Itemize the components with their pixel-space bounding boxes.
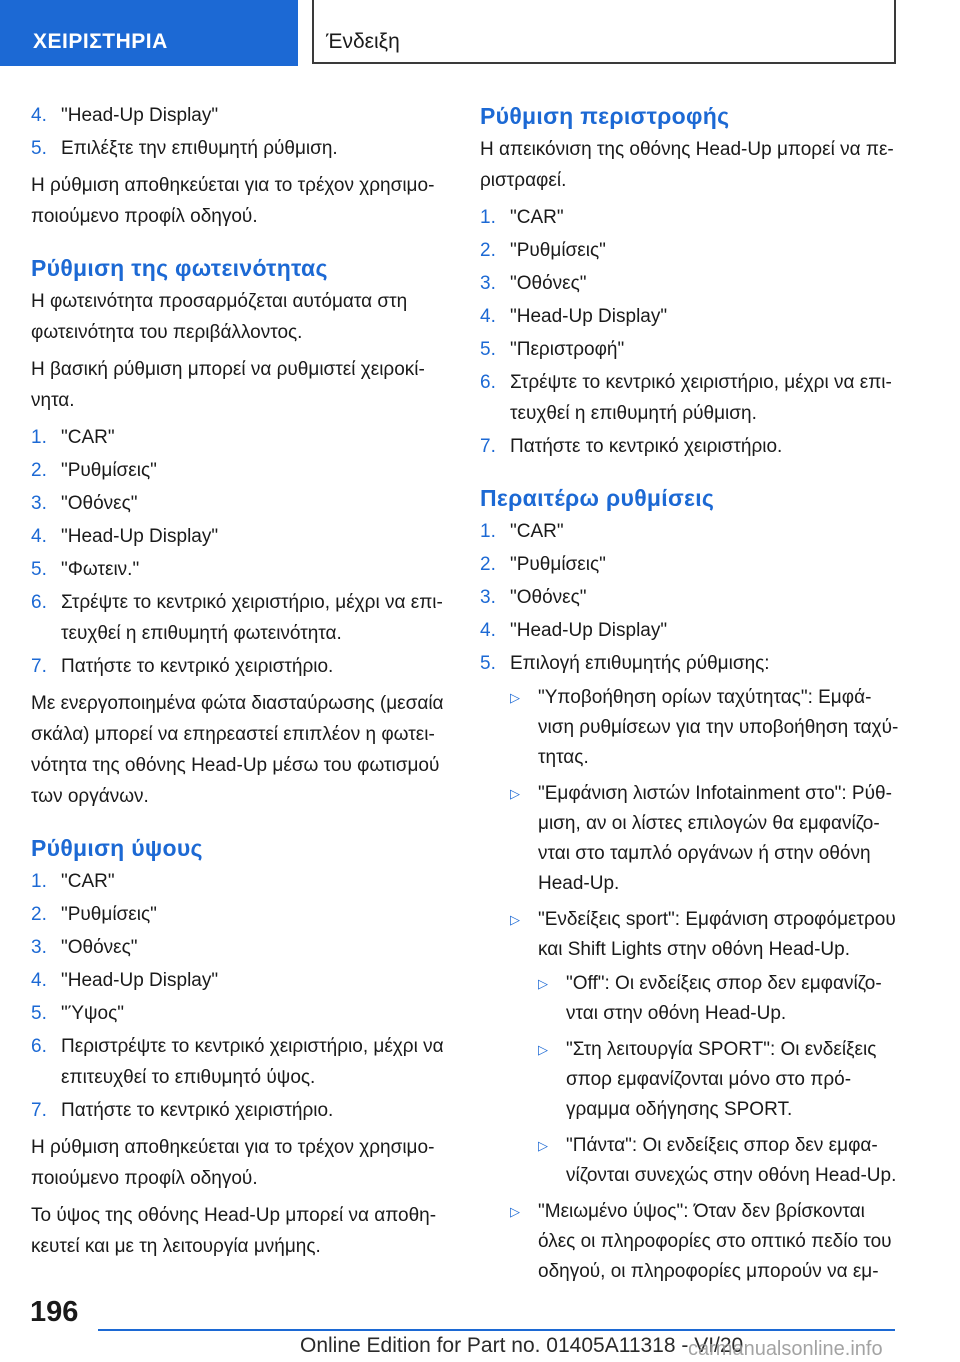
bullet-item	[510, 905, 900, 1191]
right-column	[480, 100, 900, 1293]
step-text: Περιστρέψτε το κεντρικό χειριστήριο, μέχρι να επιτευχθεί το επιθυμητό ύψος.	[61, 1036, 444, 1088]
step-number: 2.	[480, 240, 496, 261]
step-text: Πατήστε το κεντρικό χειριστήριο.	[61, 656, 334, 677]
step-text: Στρέψτε το κεντρικό χειριστήριο, μέχρι να επιτευχθεί η επιθυμητή φωτεινότητα.	[61, 592, 443, 644]
triangle-bullet-icon: ▷	[538, 976, 548, 991]
step-text: "Ύψος"	[61, 1003, 125, 1024]
list-item	[480, 235, 900, 266]
step-number: 7.	[31, 656, 47, 677]
step-text: "Ρυθμίσεις"	[510, 240, 606, 261]
step-number: 3.	[480, 273, 496, 294]
height-heading: Ρύθμιση ύψους	[31, 835, 203, 861]
rotation-text: Η απεικόνιση της οθόνης Head-Up μπορεί να περιστραφεί.	[480, 139, 894, 191]
step-text: "Head-Up Display"	[61, 970, 219, 991]
height-text-1: Η ρύθμιση αποθηκεύεται για το τρέχον χρησιμοποιούμενο προφίλ οδηγού.	[31, 1137, 435, 1189]
list-item	[31, 100, 451, 131]
sub-bullet-item	[538, 1131, 900, 1191]
brightness-text-2: Η βασική ρύθμιση μπορεί να ρυθμιστεί χειροκίνητα.	[31, 359, 425, 411]
step-text: "Οθόνες"	[510, 587, 587, 608]
step-text: "Ρυθμίσεις"	[61, 460, 157, 481]
brightness-text-1: Η φωτεινότητα προσαρμόζεται αυτόματα στη φωτεινότητα του περιβάλλοντος.	[31, 291, 408, 343]
step-number: 6.	[31, 1036, 47, 1057]
list-item	[480, 648, 900, 1287]
list-item	[31, 554, 451, 585]
step-text: "CAR"	[510, 521, 564, 542]
list-item	[480, 516, 900, 547]
step-number: 1.	[31, 871, 47, 892]
step-number: 5.	[480, 653, 496, 674]
list-item	[480, 202, 900, 233]
sub-bullet-item	[538, 1035, 900, 1125]
step-text: Πατήστε το κεντρικό χειριστήριο.	[510, 436, 783, 457]
triangle-bullet-icon: ▷	[510, 690, 520, 705]
step-text: Επιλέξτε την επιθυμητή ρύθμιση.	[61, 138, 338, 159]
list-item	[31, 587, 451, 649]
step-text: "Οθόνες"	[61, 493, 138, 514]
step-number: 5.	[31, 1003, 47, 1024]
footer-divider	[98, 1329, 895, 1331]
list-item	[31, 651, 451, 682]
page-header	[0, 0, 960, 66]
brightness-steps-list	[31, 422, 451, 682]
triangle-bullet-icon: ▷	[510, 1204, 520, 1219]
bullet-text: "Μειωμένο ύψος": Όταν δεν βρίσκονται όλες οι πληροφορίες στο οπτικό πεδίο του οδηγού, οι πληροφορίες μπορούν να εμ-	[538, 1201, 892, 1282]
list-item	[31, 133, 451, 164]
list-item	[31, 422, 451, 453]
page-number: 196	[30, 1296, 79, 1328]
bullet-text: "Υποβοήθηση ορίων ταχύτητας": Εμφάνιση ρυθμίσεων για την υποβοήθηση ταχύτητας.	[538, 687, 899, 768]
step-text: "Φωτειν."	[61, 559, 140, 580]
step-text: "Ρυθμίσεις"	[510, 554, 606, 575]
list-item	[31, 1031, 451, 1093]
step-number: 7.	[480, 436, 496, 457]
list-item	[480, 615, 900, 646]
step-number: 4.	[31, 526, 47, 547]
chapter-tab: ΧΕΙΡΙΣΤΗΡΙΑ	[0, 0, 298, 66]
step-number: 5.	[480, 339, 496, 360]
more-settings-heading: Περαιτέρω ρυθμίσεις	[480, 485, 715, 511]
edition-text: Online Edition for Part no. 01405A11318 - VI/20	[300, 1334, 744, 1357]
step-number: 4.	[31, 105, 47, 126]
step-text: "Head-Up Display"	[510, 306, 668, 327]
profile-note: Η ρύθμιση αποθηκεύεται για το τρέχον χρησιμοποιούμενο προφίλ οδηγού.	[31, 175, 435, 227]
list-item	[31, 866, 451, 897]
list-item	[31, 965, 451, 996]
step-text: "Head-Up Display"	[510, 620, 668, 641]
step-number: 1.	[31, 427, 47, 448]
list-item	[31, 998, 451, 1029]
step-text: "Head-Up Display"	[61, 105, 219, 126]
bullet-text: "Off": Οι ενδείξεις σπορ δεν εμφανίζονται στην οθόνη Head-Up.	[566, 973, 882, 1024]
step-number: 1.	[480, 521, 496, 542]
step-number: 3.	[31, 937, 47, 958]
bullet-item	[510, 779, 900, 899]
bullet-text: "Εμφάνιση λιστών Infotainment στο": Ρύθμιση, αν οι λίστες επιλογών θα εμφανίζονται στο ταμπλό οργάνων ή στην οθόνη Head-Up.	[538, 783, 892, 894]
list-item	[480, 431, 900, 462]
step-text: "Head-Up Display"	[61, 526, 219, 547]
step-number: 2.	[31, 460, 47, 481]
step-number: 7.	[31, 1100, 47, 1121]
step-text: Στρέψτε το κεντρικό χειριστήριο, μέχρι να επιτευχθεί η επιθυμητή ρύθμιση.	[510, 372, 892, 424]
watermark: carmanualsonline.info	[688, 1338, 883, 1360]
bullet-text: "Στη λειτουργία SPORT": Οι ενδείξεις σπορ εμφανίζονται μόνο στο πρόγραμμα οδήγησης SPORT.	[566, 1039, 877, 1120]
list-item	[31, 455, 451, 486]
triangle-bullet-icon: ▷	[510, 786, 520, 801]
step-number: 4.	[480, 620, 496, 641]
triangle-bullet-icon: ▷	[510, 912, 520, 927]
step-number: 6.	[480, 372, 496, 393]
list-item	[480, 334, 900, 365]
step-text: Επιλογή επιθυμητής ρύθμισης:	[510, 653, 770, 674]
options-bullet-list	[510, 683, 900, 1287]
step-number: 3.	[480, 587, 496, 608]
rotation-heading: Ρύθμιση περιστροφής	[480, 103, 730, 129]
step-number: 2.	[31, 904, 47, 925]
more-settings-steps-list	[480, 516, 900, 1287]
rotation-steps-list	[480, 202, 900, 462]
step-text: "CAR"	[61, 427, 115, 448]
step-number: 2.	[480, 554, 496, 575]
list-item	[31, 899, 451, 930]
step-text: "Ρυθμίσεις"	[61, 904, 157, 925]
list-item	[31, 521, 451, 552]
step-text: "CAR"	[510, 207, 564, 228]
triangle-bullet-icon: ▷	[538, 1138, 548, 1153]
step-number: 3.	[31, 493, 47, 514]
step-text: "Οθόνες"	[61, 937, 138, 958]
bullet-item	[510, 1197, 900, 1287]
step-number: 6.	[31, 592, 47, 613]
step-number: 5.	[31, 138, 47, 159]
triangle-bullet-icon: ▷	[538, 1042, 548, 1057]
brightness-text-3: Με ενεργοποιημένα φώτα διασταύρωσης (μεσαία σκάλα) μπορεί να επηρεαστεί επιπλέον η φωτεινότητα της οθόνης Head-Up μέσω του φωτισμού των οργάνων.	[31, 693, 444, 807]
sport-sub-bullet-list	[538, 969, 900, 1191]
section-title: Ένδειξη	[312, 0, 896, 64]
step-text: "Οθόνες"	[510, 273, 587, 294]
left-column	[31, 100, 451, 1268]
step-number: 4.	[480, 306, 496, 327]
list-item	[480, 301, 900, 332]
brightness-heading: Ρύθμιση της φωτεινότητας	[31, 255, 328, 281]
bullet-text: "Ενδείξεις sport": Εμφάνιση στροφόμετρου και Shift Lights στην οθόνη Head-Up.	[538, 909, 896, 960]
step-number: 4.	[31, 970, 47, 991]
list-item	[480, 268, 900, 299]
height-steps-list	[31, 866, 451, 1126]
list-item	[480, 367, 900, 429]
list-item	[31, 488, 451, 519]
list-item	[31, 932, 451, 963]
list-item	[480, 549, 900, 580]
bullet-item	[510, 683, 900, 773]
top-steps-list	[31, 100, 451, 164]
bullet-text: "Πάντα": Οι ενδείξεις σπορ δεν εμφανίζονται συνεχώς στην οθόνη Head-Up.	[566, 1135, 897, 1186]
step-text: "CAR"	[61, 871, 115, 892]
height-text-2: Το ύψος της οθόνης Head-Up μπορεί να αποθηκευτεί και με τη λειτουργία μνήμης.	[31, 1205, 437, 1257]
step-number: 1.	[480, 207, 496, 228]
step-text: Πατήστε το κεντρικό χειριστήριο.	[61, 1100, 334, 1121]
list-item	[31, 1095, 451, 1126]
step-text: "Περιστροφή"	[510, 339, 625, 360]
list-item	[480, 582, 900, 613]
sub-bullet-item	[538, 969, 900, 1029]
step-number: 5.	[31, 559, 47, 580]
